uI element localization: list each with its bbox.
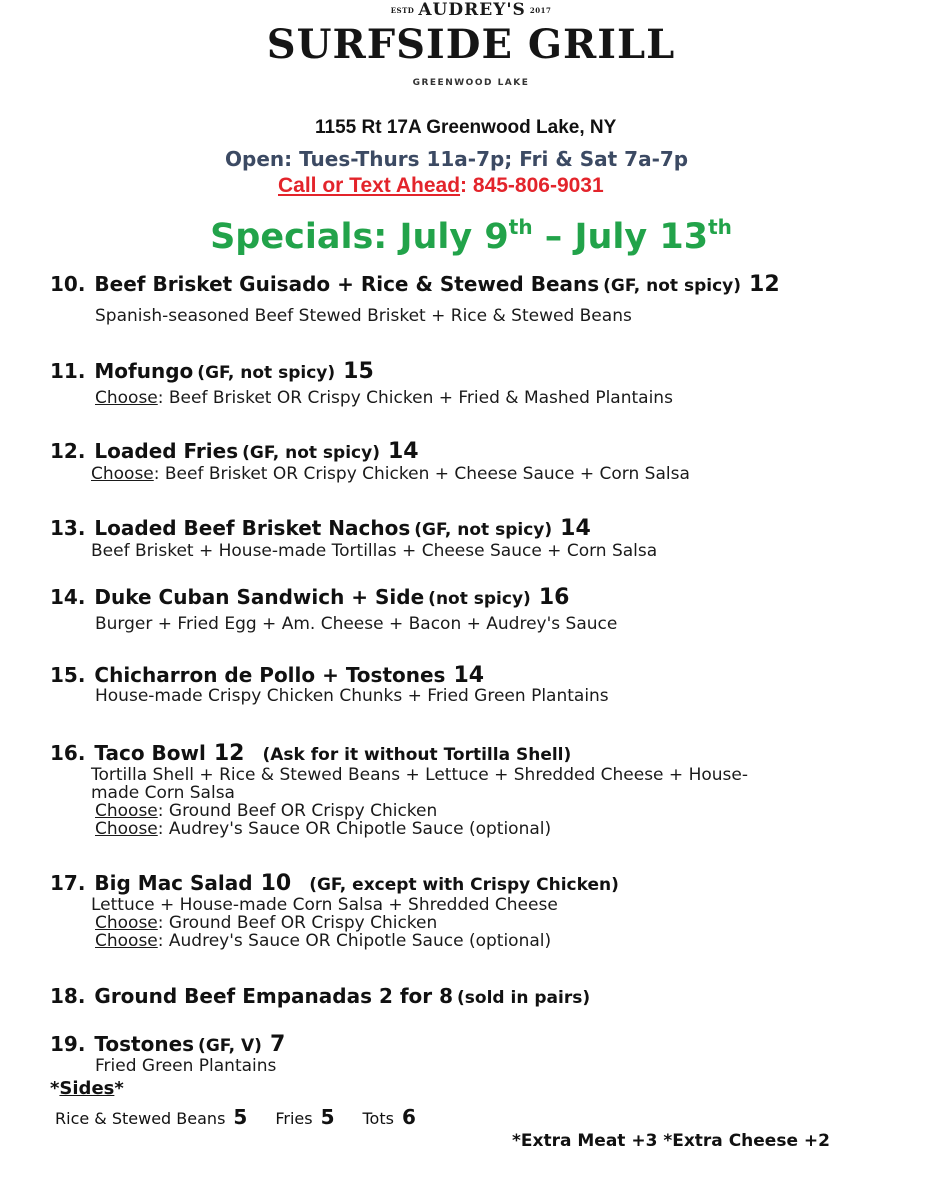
logo <box>0 0 942 95</box>
item-title <box>50 517 657 541</box>
item-description: Lettuce + House-made Corn Salsa + Shredded Cheese <box>91 895 558 915</box>
choose-text: : Beef Brisket OR Crispy Chicken + Fried & Mashed Plantains <box>157 388 673 408</box>
menu-item-16 <box>50 742 748 838</box>
item-number: 15. <box>50 663 86 687</box>
item-price: 12 <box>213 741 245 766</box>
item-choice-2 <box>95 932 619 950</box>
item-price: 16 <box>538 585 570 610</box>
item-number: 14. <box>50 585 86 609</box>
item-note: (GF, except with Crispy Chicken) <box>309 875 619 895</box>
item-number: 13. <box>50 516 86 540</box>
specials-title <box>0 204 942 260</box>
menu-item-18 <box>50 985 590 1009</box>
item-description: Burger + Fried Egg + Am. Cheese + Bacon + Audrey's Sauce <box>95 614 618 634</box>
item-title <box>50 872 619 896</box>
logo-name-main: SURFSIDE GRILL <box>266 21 676 68</box>
choose-label: Choose <box>91 464 154 484</box>
item-choice-2 <box>95 820 748 838</box>
item-name: Loaded Fries <box>94 439 239 463</box>
item-choice-1 <box>95 802 748 820</box>
extras-note: *Extra Meat +3 *Extra Cheese +2 <box>512 1131 830 1151</box>
address: 1155 Rt 17A Greenwood Lake, NY <box>315 117 617 138</box>
item-note: (not spicy) <box>428 589 531 609</box>
item-name: Chicharron de Pollo + Tostones <box>94 663 446 687</box>
choose-label: Choose <box>95 388 158 408</box>
item-name: Big Mac Salad <box>94 871 253 895</box>
item-price: 14 <box>560 516 591 541</box>
item-title <box>50 440 690 464</box>
item-price: 10 <box>260 871 292 896</box>
sides-heading <box>50 1077 124 1101</box>
logo-location: GREENWOOD LAKE <box>412 78 530 88</box>
choose-text: : Ground Beef OR Crispy Chicken <box>157 913 438 933</box>
choose-text: : Audrey's Sauce OR Chipotle Sauce (optional) <box>157 931 552 951</box>
call-colon: : <box>460 174 468 197</box>
specials-prefix: Specials: July 9 <box>210 217 509 257</box>
side-item-name: Tots <box>362 1109 394 1128</box>
item-description: Fried Green Plantains <box>95 1056 277 1076</box>
choose-label: Choose <box>95 801 158 821</box>
choose-label: Choose <box>95 913 158 933</box>
menu-item-19 <box>50 1033 285 1075</box>
item-price: 14 <box>453 663 485 688</box>
sides-star-right: * <box>114 1078 124 1099</box>
item-name: Tostones <box>94 1032 195 1056</box>
item-note: (GF, not spicy) <box>414 520 553 540</box>
item-title <box>50 664 609 687</box>
menu-item-11 <box>50 360 673 407</box>
choose-text: : Audrey's Sauce OR Chipotle Sauce (optional) <box>157 819 552 839</box>
specials-mid: – July 13 <box>532 217 709 257</box>
item-price: 7 <box>269 1032 286 1057</box>
logo-year: 2017 <box>529 6 552 15</box>
item-title <box>50 586 617 610</box>
item-choice <box>95 389 673 407</box>
item-name: Taco Bowl <box>94 741 206 765</box>
sides-list <box>55 1104 444 1132</box>
side-item-name: Fries <box>275 1109 313 1128</box>
item-title <box>50 273 780 297</box>
sides-star-left: * <box>50 1078 60 1099</box>
item-title <box>50 985 590 1009</box>
side-item-price: 5 <box>320 1105 335 1129</box>
item-name: Beef Brisket Guisado + Rice & Stewed Beans <box>94 272 600 296</box>
phone-number: 845-806-9031 <box>472 174 604 197</box>
item-note: (GF, not spicy) <box>603 276 742 296</box>
item-number: 17. <box>50 871 86 895</box>
item-number: 16. <box>50 741 86 765</box>
sides-label: Sides <box>59 1078 115 1099</box>
item-number: 11. <box>50 359 86 383</box>
item-note: (sold in pairs) <box>457 988 591 1008</box>
item-description: House-made Crispy Chicken Chunks + Fried Green Plantains <box>95 686 609 706</box>
item-description: Spanish-seasoned Beef Stewed Brisket + Rice & Stewed Beans <box>95 306 632 326</box>
logo-estd: ESTD <box>390 6 415 15</box>
item-choice-1 <box>95 914 619 932</box>
logo-name-top: AUDREY'S <box>418 0 526 20</box>
item-price: 14 <box>387 439 419 464</box>
item-title <box>50 1033 285 1057</box>
choose-label: Choose <box>95 931 158 951</box>
side-item-price: 6 <box>401 1105 416 1129</box>
call-ahead <box>278 173 604 199</box>
item-name: Mofungo <box>94 359 194 383</box>
menu-item-14 <box>50 586 617 633</box>
item-description-line-2: made Corn Salsa <box>91 783 235 803</box>
opening-hours: Open: Tues-Thurs 11a-7p; Fri & Sat 7a-7p <box>225 147 689 171</box>
menu-item-12 <box>50 440 690 483</box>
choose-label: Choose <box>95 819 158 839</box>
specials-sup-end: th <box>708 215 732 239</box>
menu-item-15 <box>50 664 609 705</box>
item-price: 15 <box>343 359 374 384</box>
item-number: 10. <box>50 272 86 296</box>
item-number: 12. <box>50 439 86 463</box>
choose-text: : Ground Beef OR Crispy Chicken <box>157 801 438 821</box>
item-name: Duke Cuban Sandwich + Side <box>94 585 425 609</box>
item-note: (GF, V) <box>198 1036 262 1056</box>
menu-item-17 <box>50 872 619 950</box>
item-title <box>50 360 673 384</box>
side-item-name: Rice & Stewed Beans <box>55 1109 226 1128</box>
item-number: 18. <box>50 984 86 1008</box>
item-note: (Ask for it without Tortilla Shell) <box>262 745 572 765</box>
specials-sup-start: th <box>508 215 533 239</box>
item-name: Loaded Beef Brisket Nachos <box>94 516 411 540</box>
item-title <box>50 742 748 766</box>
call-label: Call or Text Ahead <box>278 174 461 197</box>
item-note: (GF, not spicy) <box>242 443 380 463</box>
logo-top-line <box>0 0 942 21</box>
item-description-line-1: Tortilla Shell + Rice & Stewed Beans + Lettuce + Shredded Cheese + House- <box>91 765 748 785</box>
item-description: Beef Brisket + House-made Tortillas + Cheese Sauce + Corn Salsa <box>91 541 658 561</box>
item-name: Ground Beef Empanadas 2 for 8 <box>94 984 454 1008</box>
item-note: (GF, not spicy) <box>197 363 336 383</box>
menu-item-13 <box>50 517 657 560</box>
side-item-price: 5 <box>233 1105 248 1129</box>
menu-item-10 <box>50 273 780 325</box>
item-price: 12 <box>749 272 780 297</box>
item-choice <box>91 465 690 483</box>
choose-text: : Beef Brisket OR Crispy Chicken + Cheese Sauce + Corn Salsa <box>153 464 690 484</box>
item-number: 19. <box>50 1032 86 1056</box>
